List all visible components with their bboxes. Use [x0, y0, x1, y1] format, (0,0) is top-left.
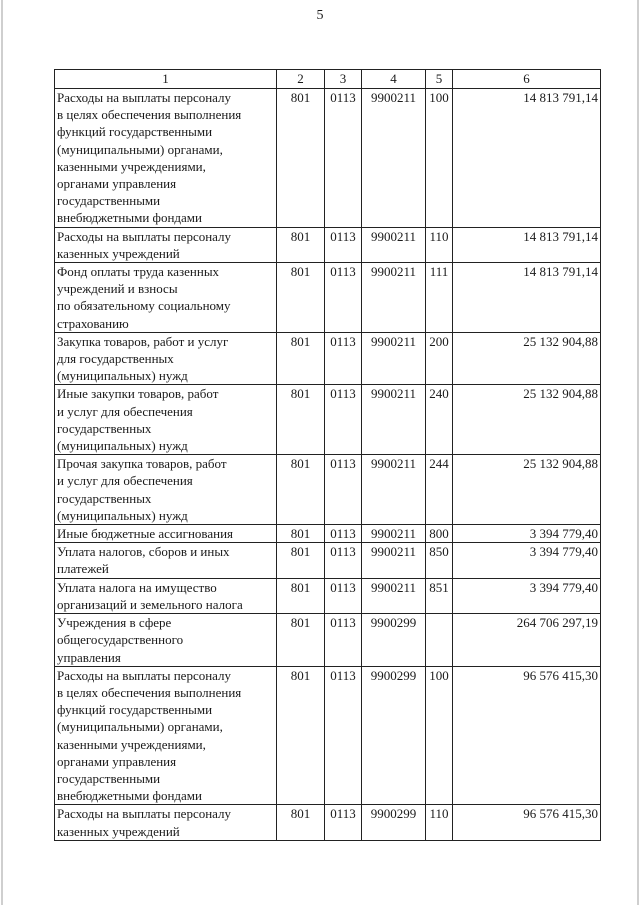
expense-name-line: организаций и земельного налога: [57, 596, 243, 612]
target-article-cell: 9900211: [362, 578, 426, 613]
expense-name-cell: [55, 666, 277, 805]
target-article-cell: 9900211: [362, 332, 426, 385]
expense-name-cell: [55, 578, 277, 613]
table-row: [55, 332, 601, 385]
amount-cell: 96 576 415,30: [453, 666, 601, 805]
amount-cell: 3 394 779,40: [453, 578, 601, 613]
section-code-cell: 0113: [325, 263, 362, 333]
expense-name-line: казенными учреждениями,: [57, 736, 206, 752]
expense-name-cell: [55, 805, 277, 840]
column-header-3: 3: [325, 70, 362, 89]
expense-name-cell: [55, 89, 277, 228]
expense-name-line: учреждений и взносы: [57, 281, 178, 297]
scan-edge-right: [637, 0, 639, 905]
amount-cell: 96 576 415,30: [453, 805, 601, 840]
table-row: [55, 805, 601, 840]
table-row: [55, 263, 601, 333]
expense-type-cell: 240: [426, 385, 453, 455]
expense-name-line: (муниципальных) нужд: [57, 438, 188, 454]
expense-name-line: функций государственными: [57, 702, 213, 718]
section-code-cell: 0113: [325, 614, 362, 667]
amount-cell: 25 132 904,88: [453, 385, 601, 455]
expense-name-line: Расходы на выплаты персоналу: [57, 90, 232, 105]
expense-name-line: Иные бюджетные ассигнования: [57, 526, 234, 542]
target-article-cell: 9900211: [362, 385, 426, 455]
ministry-code-cell: 801: [277, 385, 325, 455]
ministry-code-cell: 801: [277, 614, 325, 667]
table-row: [55, 525, 601, 543]
expense-name-cell: [55, 543, 277, 578]
column-header-2: 2: [277, 70, 325, 89]
section-code-cell: 0113: [325, 227, 362, 262]
expense-type-cell: [426, 614, 453, 667]
ministry-code-cell: 801: [277, 455, 325, 525]
expense-name-line: по обязательному социальному: [57, 298, 231, 314]
expense-name-line: (муниципальных) нужд: [57, 368, 188, 384]
expense-name-line: внебюджетными фондами: [57, 788, 202, 804]
amount-cell: 14 813 791,14: [453, 263, 601, 333]
ministry-code-cell: 801: [277, 543, 325, 578]
target-article-cell: 9900211: [362, 543, 426, 578]
expense-type-cell: 110: [426, 805, 453, 840]
table-header-row: [55, 70, 601, 89]
expense-name-line: Прочая закупка товаров, работ: [57, 456, 227, 472]
expense-name-cell: [55, 227, 277, 262]
expense-name-cell: [55, 525, 277, 543]
scan-edge-left: [1, 0, 3, 905]
expense-name-line: Закупка товаров, работ и услуг: [57, 333, 229, 349]
expense-name-cell: [55, 385, 277, 455]
expense-name-line: Расходы на выплаты персоналу: [57, 228, 232, 244]
table-row: [55, 543, 601, 578]
expense-name-line: Уплата налога на имущество: [57, 579, 217, 595]
target-article-cell: 9900211: [362, 89, 426, 228]
expense-name-line: (муниципальными) органами,: [57, 719, 223, 735]
section-code-cell: 0113: [325, 525, 362, 543]
expense-name-line: в целях обеспечения выполнения: [57, 107, 242, 123]
expense-name-line: казенных учреждений: [57, 823, 180, 839]
ministry-code-cell: 801: [277, 805, 325, 840]
expense-name-line: государственных: [57, 490, 152, 506]
expense-name-line: (муниципальных) нужд: [57, 507, 188, 523]
expense-name-cell: [55, 332, 277, 385]
expense-name-line: платежей: [57, 561, 109, 577]
column-header-6: 6: [453, 70, 601, 89]
expense-name-line: функций государственными: [57, 124, 213, 140]
expense-name-line: государственными: [57, 193, 161, 209]
column-header-4: 4: [362, 70, 426, 89]
column-header-5: 5: [426, 70, 453, 89]
expense-name-line: и услуг для обеспечения: [57, 473, 193, 489]
target-article-cell: 9900299: [362, 666, 426, 805]
table-row: [55, 614, 601, 667]
section-code-cell: 0113: [325, 805, 362, 840]
target-article-cell: 9900299: [362, 614, 426, 667]
expense-name-cell: [55, 614, 277, 667]
amount-cell: 25 132 904,88: [453, 332, 601, 385]
section-code-cell: 0113: [325, 578, 362, 613]
expense-name-line: казенных учреждений: [57, 245, 180, 261]
expense-name-line: Иные закупки товаров, работ: [57, 386, 219, 402]
section-code-cell: 0113: [325, 89, 362, 228]
amount-cell: 14 813 791,14: [453, 89, 601, 228]
section-code-cell: 0113: [325, 455, 362, 525]
expense-name-line: государственными: [57, 770, 161, 786]
expense-type-cell: 800: [426, 525, 453, 543]
target-article-cell: 9900211: [362, 525, 426, 543]
amount-cell: 3 394 779,40: [453, 543, 601, 578]
expense-name-line: управления: [57, 649, 121, 665]
expense-name-line: органами управления: [57, 753, 177, 769]
ministry-code-cell: 801: [277, 263, 325, 333]
table-row: [55, 89, 601, 228]
amount-cell: 264 706 297,19: [453, 614, 601, 667]
table-row: [55, 227, 601, 262]
column-header-1: 1: [55, 70, 277, 89]
table-row: [55, 385, 601, 455]
expense-name-line: и услуг для обеспечения: [57, 403, 193, 419]
ministry-code-cell: 801: [277, 666, 325, 805]
expense-name-line: страхованию: [57, 315, 129, 331]
table-row: [55, 666, 601, 805]
target-article-cell: 9900211: [362, 455, 426, 525]
expense-type-cell: 851: [426, 578, 453, 613]
target-article-cell: 9900211: [362, 263, 426, 333]
expense-name-line: внебюджетными фондами: [57, 210, 202, 226]
amount-cell: 25 132 904,88: [453, 455, 601, 525]
expense-type-cell: 850: [426, 543, 453, 578]
expense-name-line: Учреждения в сфере: [57, 615, 172, 631]
expense-name-line: Фонд оплаты труда казенных: [57, 264, 220, 280]
expense-name-line: (муниципальными) органами,: [57, 141, 223, 157]
section-code-cell: 0113: [325, 332, 362, 385]
expense-name-line: Расходы на выплаты персоналу: [57, 667, 232, 683]
expense-name-cell: [55, 455, 277, 525]
expense-name-line: в целях обеспечения выполнения: [57, 684, 242, 700]
ministry-code-cell: 801: [277, 525, 325, 543]
ministry-code-cell: 801: [277, 89, 325, 228]
section-code-cell: 0113: [325, 543, 362, 578]
ministry-code-cell: 801: [277, 332, 325, 385]
section-code-cell: 0113: [325, 666, 362, 805]
expense-name-line: государственных: [57, 420, 152, 436]
expense-name-line: органами управления: [57, 176, 177, 192]
page-number: 5: [316, 8, 324, 23]
expense-type-cell: 244: [426, 455, 453, 525]
budget-table: [54, 69, 601, 841]
section-code-cell: 0113: [325, 385, 362, 455]
expense-name-line: казенными учреждениями,: [57, 158, 206, 174]
ministry-code-cell: 801: [277, 578, 325, 613]
amount-cell: 3 394 779,40: [453, 525, 601, 543]
expense-type-cell: 110: [426, 227, 453, 262]
target-article-cell: 9900211: [362, 227, 426, 262]
expense-name-line: общегосударственного: [57, 632, 184, 648]
expense-type-cell: 100: [426, 89, 453, 228]
expense-type-cell: 100: [426, 666, 453, 805]
expense-name-line: для государственных: [57, 351, 174, 367]
expense-name-line: Уплата налогов, сборов и иных: [57, 544, 230, 560]
expense-name-line: Расходы на выплаты персоналу: [57, 806, 232, 822]
ministry-code-cell: 801: [277, 227, 325, 262]
table-row: [55, 455, 601, 525]
amount-cell: 14 813 791,14: [453, 227, 601, 262]
table-row: [55, 578, 601, 613]
expense-type-cell: 111: [426, 263, 453, 333]
expense-type-cell: 200: [426, 332, 453, 385]
expense-name-cell: [55, 263, 277, 333]
target-article-cell: 9900299: [362, 805, 426, 840]
